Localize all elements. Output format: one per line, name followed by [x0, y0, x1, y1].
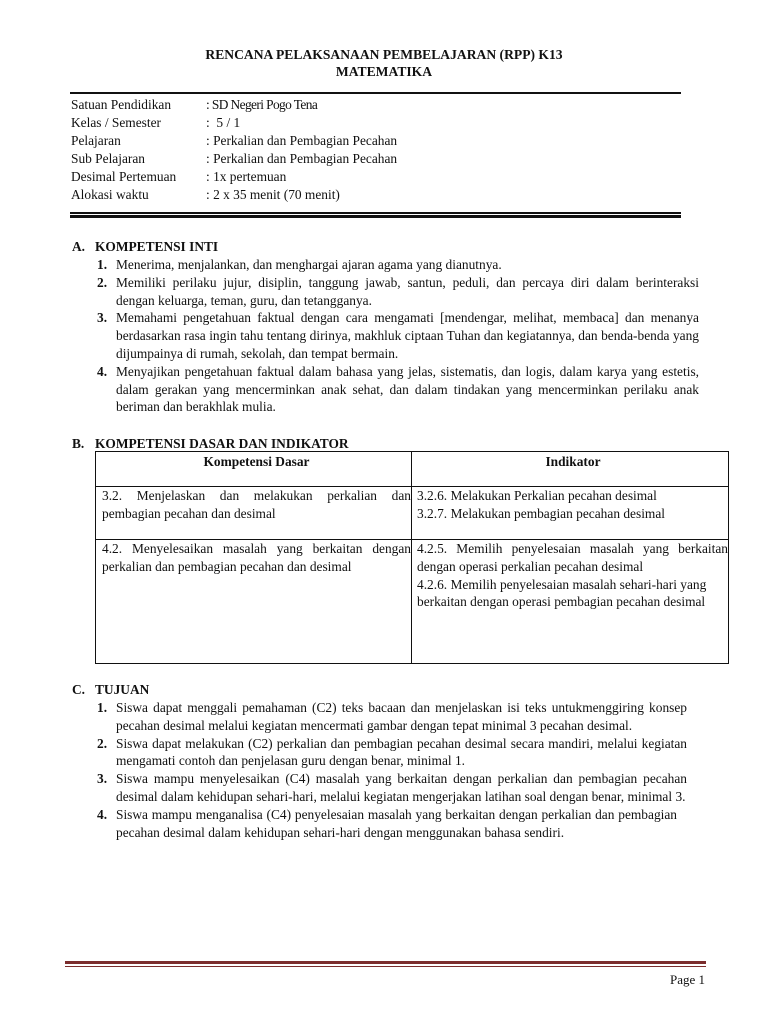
- footer-divider-thick: [65, 961, 706, 964]
- item-text: Memiliki perilaku jujur, disiplin, tanggung jawab, santun, peduli, dan percaya diri dalam berinteraksi dengan keluarga, teman, guru, dan tetangganya.: [116, 274, 699, 308]
- item-text: Siswa mampu menyelesaikan (C4) masalah yang berkaitan dengan perkalian dan pembagian pecahan desimal dalam kehidupan sehari-hari, melalui kegiatan mengerjakan latihan soal dengan benar, minimal 3.: [116, 771, 687, 804]
- identity-value: : SD Negeri Pogo Tena: [206, 97, 318, 112]
- identity-label: Satuan Pendidikan: [71, 97, 172, 112]
- identity-row-sub-subject: [71, 150, 671, 168]
- item-number: 3.: [97, 771, 108, 787]
- tujuan-list: [97, 699, 687, 841]
- column-header-kompetensi-dasar: Kompetensi Dasar: [96, 452, 412, 487]
- item-number: 4.: [97, 806, 108, 822]
- table-row: [96, 487, 729, 540]
- identity-label: Sub Pelajaran: [71, 151, 146, 166]
- identity-label: Desimal Pertemuan: [71, 169, 177, 184]
- item-number: 4.: [97, 363, 108, 379]
- identity-label: Kelas / Semester: [71, 115, 161, 130]
- item-number: 1.: [97, 700, 108, 715]
- kd-cell: 4.2. Menyelesaikan masalah yang berkaitan dengan perkalian dan pembagian pecahan dan desimal: [96, 540, 412, 664]
- identity-value: : 1x pertemuan: [206, 169, 287, 184]
- item-number: 3.: [97, 310, 108, 326]
- table-header-row: [96, 452, 729, 487]
- column-header-indikator: Indikator: [412, 452, 729, 487]
- identity-value: : 5 / 1: [206, 115, 241, 130]
- identity-label: Pelajaran: [71, 133, 121, 148]
- kd-cell: 3.2. Menjelaskan dan melakukan perkalian dan pembagian pecahan dan desimal: [96, 487, 412, 540]
- header-divider: [70, 92, 681, 94]
- section-title: TUJUAN: [95, 682, 150, 697]
- document-title: RENCANA PELAKSANAAN PEMBELAJARAN (RPP) K13: [205, 47, 563, 62]
- item-text: Memahami pengetahuan faktual dengan cara mengamati [mendengar, melihat, membaca] dan menanya berdasarkan rasa ingin tahu tentang dirinya, makhluk ciptaan Tuhan dan kegiatannya, dan benda-benda yang dijumpainya di rumah, sekolah, dan tempat bermain.: [116, 310, 699, 361]
- indicator-line: 3.2.6. Melakukan Perkalian pecahan desimal: [417, 488, 657, 503]
- identity-divider-bottom: [70, 215, 681, 218]
- item-number: 2.: [97, 274, 108, 290]
- identity-divider-top: [70, 212, 681, 214]
- item-number: 2.: [97, 735, 108, 751]
- list-item: [97, 363, 699, 416]
- identity-label: Alokasi waktu: [71, 187, 149, 202]
- list-item: [97, 735, 687, 771]
- section-letter: B.: [72, 436, 85, 451]
- indicator-line: 4.2.5. Memilih penyelesaian masalah yang berkaitan dengan operasi perkalian pecahan desimal: [417, 541, 728, 574]
- kompetensi-dasar-table: [95, 451, 729, 664]
- identity-value: : 2 x 35 menit (70 menit): [206, 187, 340, 202]
- indicator-line: 3.2.7. Melakukan pembagian pecahan desimal: [417, 505, 666, 521]
- list-item: [97, 806, 687, 842]
- list-item: [97, 699, 687, 735]
- identity-row-time: [71, 186, 671, 204]
- list-item: [97, 256, 699, 274]
- identity-row-meeting: [71, 168, 671, 186]
- section-title: KOMPETENSI INTI: [95, 239, 219, 254]
- item-text: Siswa mampu menganalisa (C4) penyelesaian masalah yang berkaitan dengan perkalian dan pembagian pecahan desimal dalam kehidupan sehari-hari dengan menggunakan bahasa sendiri.: [116, 806, 677, 840]
- item-text: Menerima, menjalankan, dan menghargai ajaran agama yang dianutnya.: [116, 257, 502, 272]
- section-letter: C.: [72, 682, 86, 697]
- identity-row-class: [71, 114, 671, 132]
- footer-divider-thin: [65, 966, 706, 967]
- indicator-cell: [412, 487, 729, 540]
- section-letter: A.: [72, 239, 86, 254]
- indicator-line: 4.2.6. Memilih penyelesaian masalah sehari-hari yang berkaitan dengan operasi pembagian pecahan desimal: [417, 576, 707, 610]
- page-number: Page 1: [669, 972, 705, 987]
- item-text: Siswa dapat melakukan (C2) perkalian dan pembagian pecahan desimal secara mandiri, melalui kegiatan mengamati contoh dan penjelasan guru dengan benar, minimal 1.: [116, 735, 687, 769]
- list-item: [97, 309, 699, 362]
- section-a-heading: [72, 238, 672, 256]
- identity-row-school: [71, 96, 671, 114]
- identity-row-subject: [71, 132, 671, 150]
- list-item: [97, 274, 699, 310]
- indicator-cell: [412, 540, 729, 664]
- identity-value: : Perkalian dan Pembagian Pecahan: [206, 151, 398, 166]
- item-text: Menyajikan pengetahuan faktual dalam bahasa yang jelas, sistematis, dan logis, dalam karya yang estetis, dalam gerakan yang mencerminkan anak sehat, dan dalam tindakan yang mencerminkan perilaku anak beriman dan berakhlak mulia.: [116, 363, 699, 415]
- section-c-heading: [72, 681, 672, 699]
- section-title: KOMPETENSI DASAR DAN INDIKATOR: [95, 436, 349, 451]
- table-row: [96, 540, 729, 664]
- kompetensi-inti-list: [97, 256, 699, 416]
- identity-value: : Perkalian dan Pembagian Pecahan: [206, 133, 398, 148]
- item-number: 1.: [97, 257, 108, 272]
- item-text: Siswa dapat menggali pemahaman (C2) teks bacaan dan menjelaskan isi teks untukmenggiring konsep pecahan desimal melalui kegiatan mencermati gambar dengan tepat minimal 3 pecahan desimal.: [116, 700, 687, 733]
- list-item: [97, 770, 687, 806]
- document-subtitle: MATEMATIKA: [335, 64, 433, 79]
